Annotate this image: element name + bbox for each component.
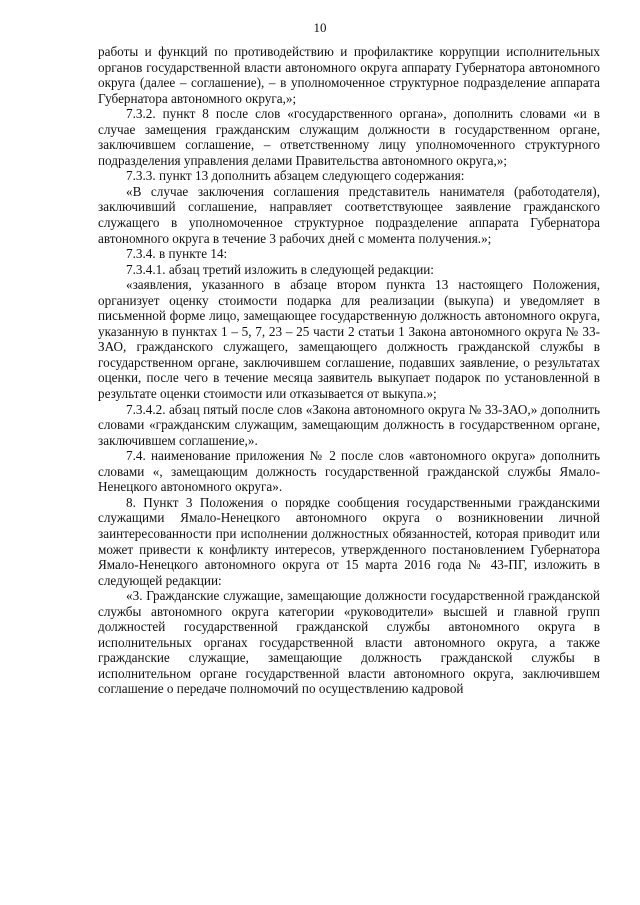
paragraph: «В случае заключения соглашения представитель нанимателя (работодателя), заключивший соглашение, направляет соответствующее заявление гражданского служащего в уполномоченное структурное подразделение аппарата Губернатора автономного округа в течение 3 рабочих дней с момента получения.»; <box>98 183 600 246</box>
paragraph: работы и функций по противодействию и профилактике коррупции исполнительных органов государственной власти автономного округа аппарату Губернатора автономного округа (далее – соглашение), – в уполномоченное структурное подразделение аппарата Губернатора автономного округа,»; <box>98 44 600 106</box>
page-number: 10 <box>313 20 327 35</box>
paragraph: 8. Пункт 3 Положения о порядке сообщения государственными гражданскими служащими Ямало-Ненецкого автономного округа о возникновении личной заинтересованности при исполнении должностных обязанностей, которая приводит или может привести к конфликту интересов, утвержденного постановлением Губернатора Ямало-Ненецкого автономного округа от 15 марта 2016 года № 43-ПГ, изложить в следующей редакции: <box>98 494 600 588</box>
paragraph: 7.3.2. пункт 8 после слов «государственного органа», дополнить словами «и в случае замещения гражданским служащим должности в государственном органе, заключившем соглашение, – ответственному лицу уполномоченного структурного подразделения управления делами Правительства автономного округа,»; <box>98 106 600 168</box>
paragraph: 7.3.3. пункт 13 дополнить абзацем следующего содержания: <box>126 168 465 184</box>
document-body <box>98 44 600 697</box>
paragraph: 7.3.4.1. абзац третий изложить в следующей редакции: <box>126 261 434 277</box>
paragraph: «заявления, указанного в абзаце втором пункта 13 настоящего Положения, организует оценку стоимости подарка для реализации (выкупа) и уведомляет в письменной форме лицо, замещающее государственную должность автономного округа, указанную в пунктах 1 – 5, 7, 23 – 25 части 2 статьи 1 Закона автономного округа № 33-ЗАО, гражданского служащего, замещающего должность гражданской службы в государственном органе, заключившем соглашение, подавших заявление, о результатах оценки, после чего в течение месяца заявитель выкупает подарок по установленной в результате оценки стоимости или отказывается от выкупа.»; <box>98 277 600 402</box>
paragraph: 7.3.4.2. абзац пятый после слов «Закона автономного округа № 33-ЗАО,» дополнить словами «гражданским служащим, замещающим должность в государственном органе, заключившем соглашение,». <box>98 401 600 448</box>
paragraph: «3. Гражданские служащие, замещающие должности государственной гражданской службы автономного округа категории «руководители» высшей и главной групп должностей государственной гражданской службы автономного округа в исполнительных органах государственной власти автономного округа, а также гражданские служащие, замещающие должность гражданской службы в исполнительном органе государственной власти автономного округа, заключившем соглашение о передаче полномочий по осуществлению кадровой <box>98 588 600 697</box>
paragraph: 7.3.4. в пункте 14: <box>126 246 228 262</box>
paragraph: 7.4. наименование приложения № 2 после слов «автономного округа» дополнить словами «, замещающим должность государственной гражданской службы Ямало-Ненецкого автономного округа». <box>98 448 600 495</box>
